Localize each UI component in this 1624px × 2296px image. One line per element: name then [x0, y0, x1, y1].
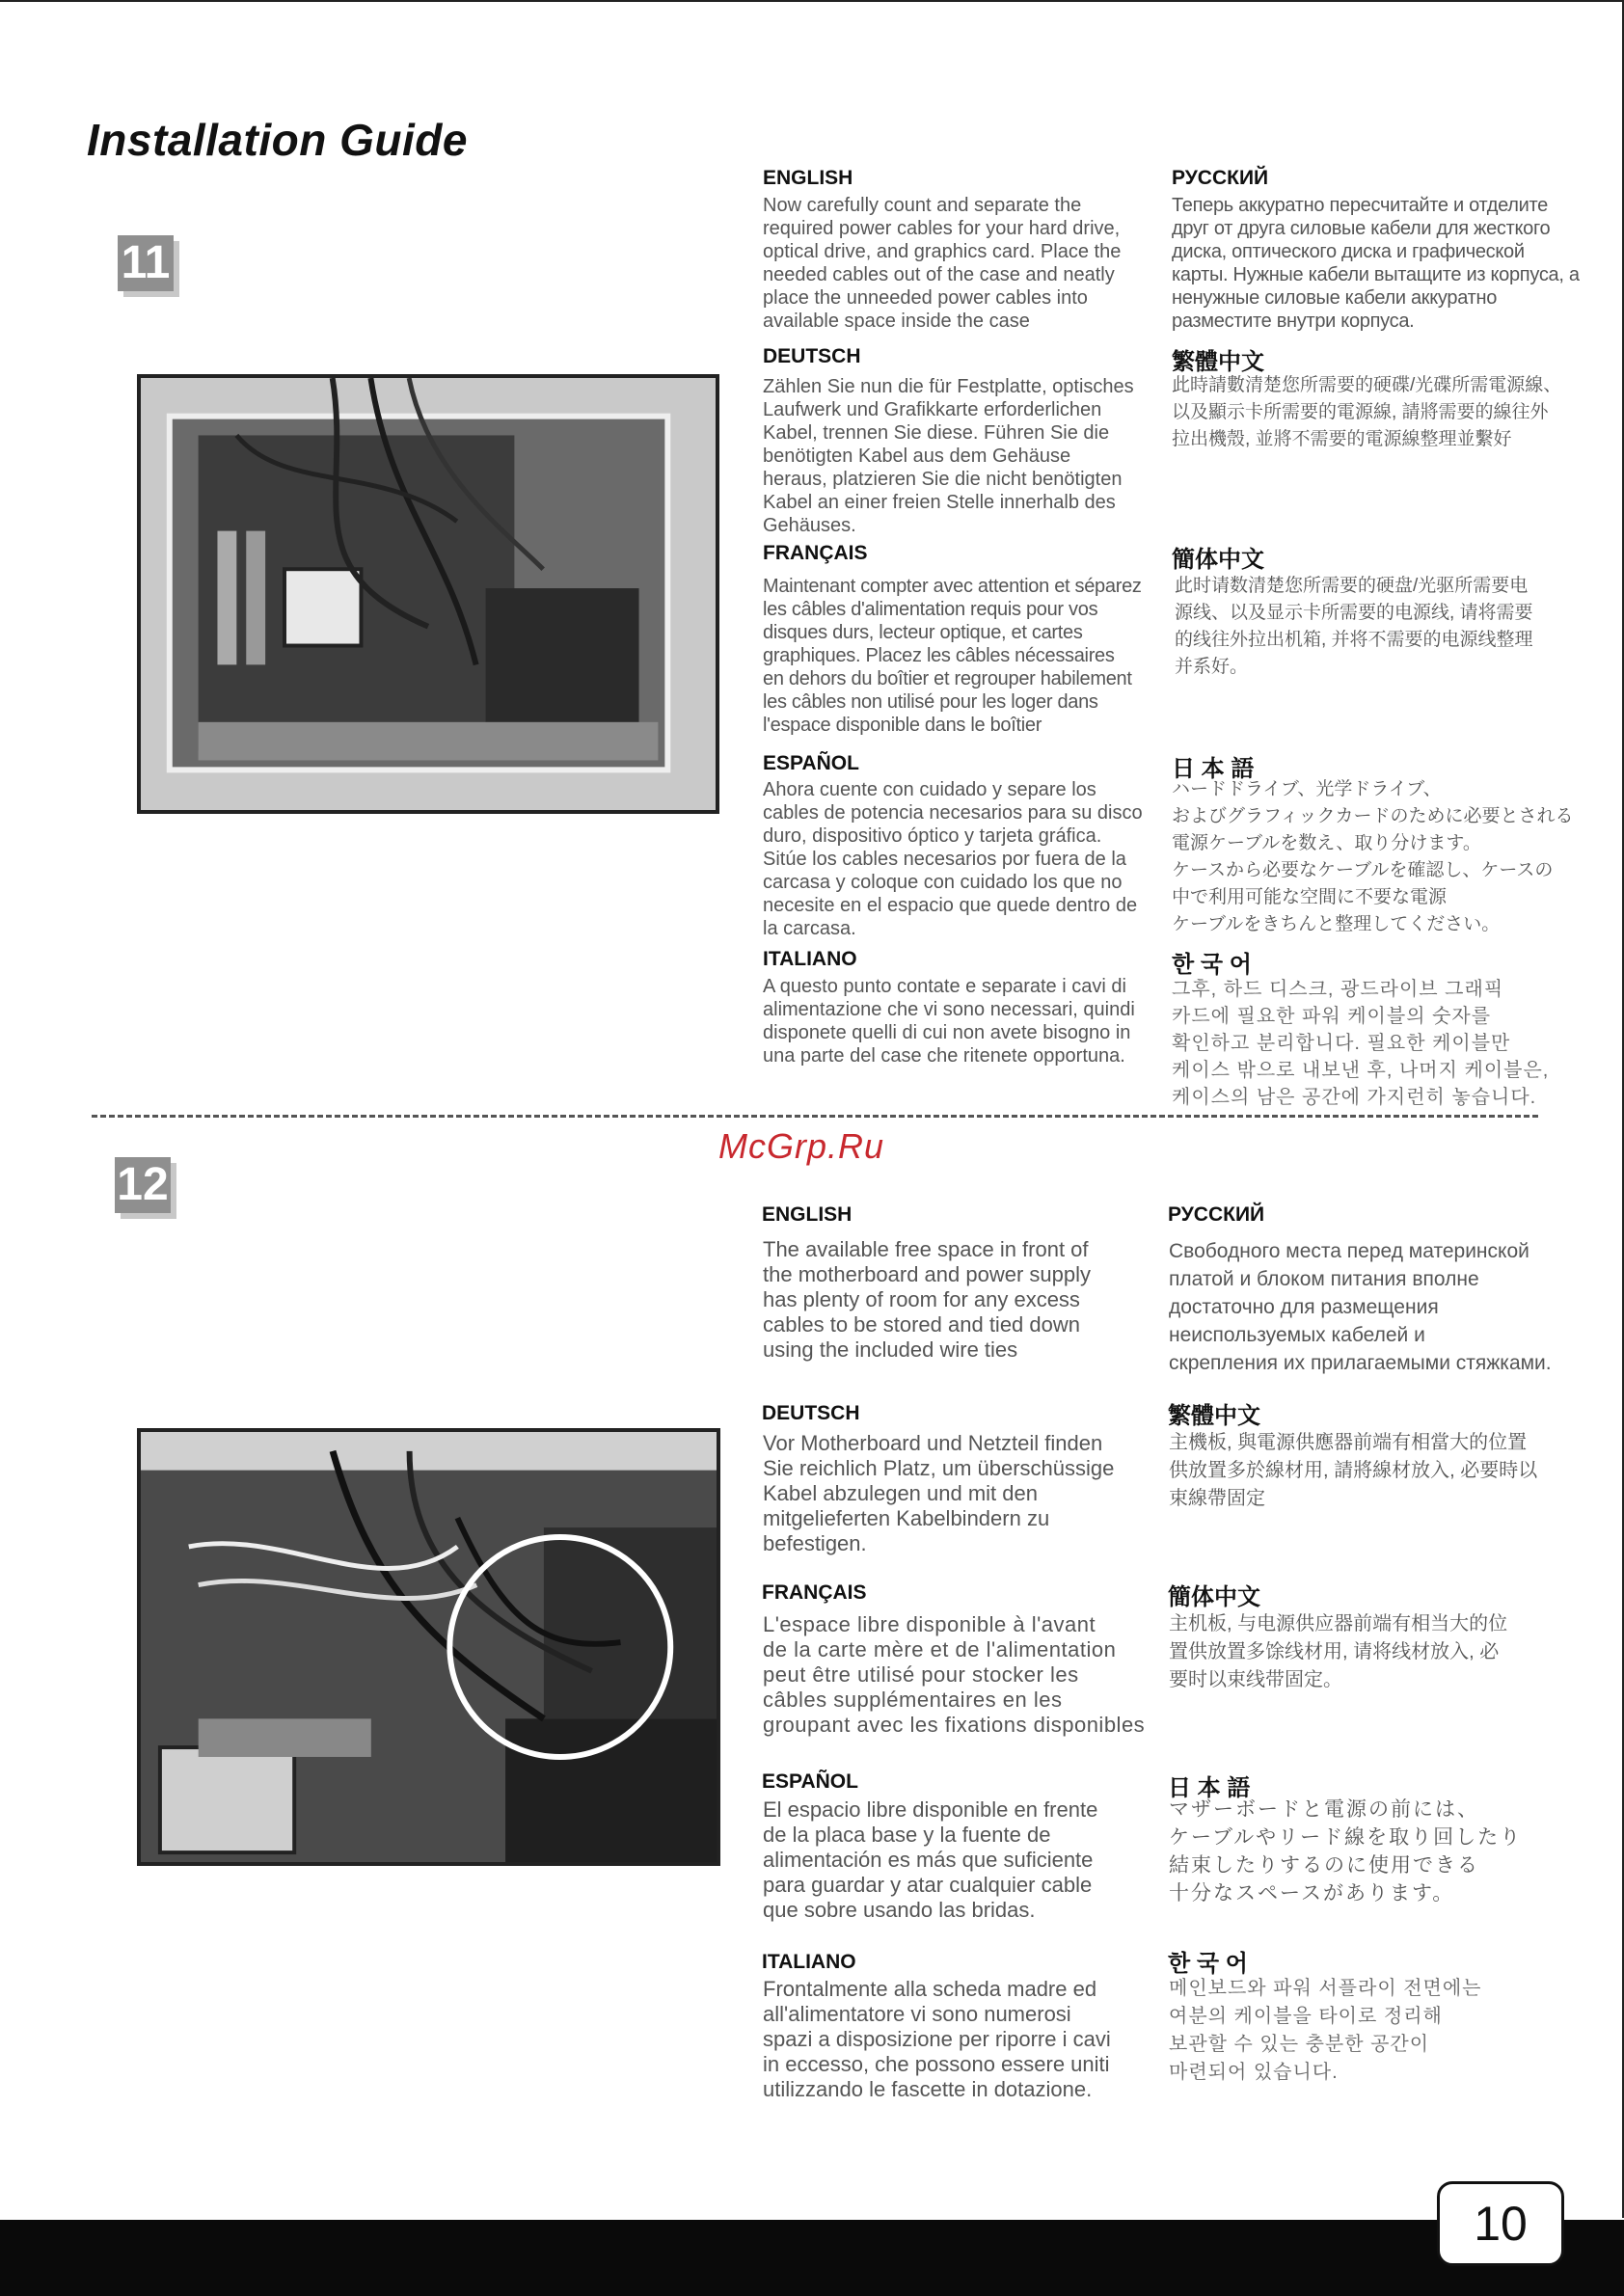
step-11-italiano-text: A questo punto contate e separate i cavi di alimentazione che vi sono necessari, quindi disponete quelli di cui non avete bisogno in una parte del case che ritenete opportuna.	[763, 976, 1135, 1067]
step-11-francais-text: Maintenant compter avec attention et séparez les câbles d'alimentation requis pour vos disques durs, lecteur optique, et cartes graphiques. Placez les câbles nécessaires en dehors du boîtier et regrouper habilement les câbles non utilisé pour les loger dans l'espace disponible dans le boîtier	[763, 576, 1142, 736]
step-12-trad-chinese-heading: 繁體中文	[1168, 1403, 1260, 1429]
step-number-11: 11	[118, 235, 174, 291]
step-11-espanol-text: Ahora cuente con cuidado y separe los cables de potencia necesarios para su disco duro, dispositivo óptico y tarjeta gráfica. Sitúe los cables necesarios por fuera de la carcasa y coloque con cuidado los que no necesite en el espacio que quede dentro de la carcasa.	[763, 779, 1143, 939]
step-12-italiano-text: Frontalmente alla scheda madre ed all'alimentatore vi sono numerosi spazi a disposizione per riporre i cavi in eccesso, che possono essere uniti utilizzando le fascette in dotazione.	[763, 1977, 1111, 2101]
page-title: Installation Guide	[87, 115, 468, 165]
step-12-photo	[137, 1428, 720, 1866]
step-11-simp-chinese-heading: 簡体中文	[1172, 547, 1264, 573]
step-11-deutsch-heading: DEUTSCH	[763, 345, 861, 367]
step-12-simp-chinese-text: 主机板, 与电源供应器前端有相当大的位 置供放置多馀线材用, 请将线材放入, 必 要时以束线带固定。	[1169, 1613, 1508, 1690]
watermark: McGrp.Ru	[718, 1126, 885, 1166]
step-11-english-text: Now carefully count and separate the required power cables for your hard drive, optical drive, and graphics card. Place the needed cables out of the case and neatly place the unneeded power cables into available space inside the case	[763, 195, 1122, 332]
step-12-espanol-text: El espacio libre disponible en frente de la placa base y la fuente de alimentación es más que suficiente para guardar y atar cualquier cable que sobre usando las bridas.	[763, 1797, 1098, 1922]
step-12-english-text: The available free space in front of the motherboard and power supply has plenty of room for any excess cables to be stored and tied down using the included wire ties	[763, 1237, 1091, 1362]
step-12-japanese-heading: 日 本 語	[1168, 1775, 1251, 1801]
step-11-russian-heading: РУССКИЙ	[1172, 167, 1269, 189]
step-12-korean-text: 메인보드와 파워 서플라이 전면에는 여분의 케이블을 타이로 정리해 보관할 수 있는 충분한 공간이 마련되어 있습니다.	[1169, 1978, 1482, 2083]
step-11-english-heading: ENGLISH	[763, 167, 853, 189]
step-12-trad-chinese-text: 主機板, 與電源供應器前端有相當大的位置 供放置多於線材用, 請將線材放入, 必要時以 束線帶固定	[1169, 1432, 1538, 1509]
step-12-russian-heading: РУССКИЙ	[1168, 1203, 1265, 1226]
step-12-deutsch-text: Vor Motherboard und Netzteil finden Sie reichlich Platz, um überschüssige Kabel abzulegen und mit den mitgelieferten Kabelbindern zu befestigen.	[763, 1431, 1115, 1555]
step-11-korean-text: 그후, 하드 디스크, 광드라이브 그래픽 카드에 필요한 파워 케이블의 숫자를 확인하고 분리합니다. 필요한 케이블만 케이스 밖으로 내보낸 후, 나머지 케이블은, 케이스의 남은 공간에 가지런히 놓습니다.	[1172, 979, 1550, 1108]
step-12-italiano-heading: ITALIANO	[762, 1951, 856, 1973]
section-divider	[92, 1115, 1538, 1118]
step-12-francais-heading: FRANÇAIS	[762, 1581, 867, 1604]
footer-bar	[0, 2220, 1624, 2296]
step-11-japanese-text: ハードドライブ、光学ドライブ、 およびグラフィックカードのために必要とされる 電源ケーブルを数え、取り分けます。 ケースから必要なケーブルを確認し、ケースの 中で利用可能な空間に不要な電源 ケーブルをきちんと整理してください。	[1172, 779, 1574, 934]
step-11-photo	[137, 374, 719, 814]
step-12-francais-text: L'espace libre disponible à l'avant de la carte mère et de l'alimentation peut être utilisé pour stocker les câbles supplémentaires en les groupant avec les fixations disponibles	[763, 1612, 1146, 1737]
step-11-italiano-heading: ITALIANO	[763, 948, 857, 970]
step-number-12: 12	[115, 1157, 171, 1213]
step-11-simp-chinese-text: 此时请数清楚您所需要的硬盘/光驱所需要电 源线、以及显示卡所需要的电源线, 请将需要 的线往外拉出机箱, 并将不需要的电源线整理 并系好。	[1175, 576, 1533, 677]
step-12-japanese-text: マザーボードと電源の前には、 ケーブルやリード線を取り回したり 結束したりするのに使用できる 十分なスペースがあります。	[1169, 1798, 1523, 1904]
step-11-korean-heading: 한 국 어	[1172, 952, 1252, 978]
step-11-trad-chinese-heading: 繁體中文	[1172, 349, 1264, 375]
step-11-trad-chinese-text: 此時請數清楚您所需要的硬碟/光碟所需電源線、 以及顯示卡所需要的電源線, 請將需要的線往外 拉出機殼, 並將不需要的電源線整理並繫好	[1172, 375, 1562, 449]
step-12-espanol-heading: ESPAÑOL	[762, 1770, 858, 1793]
step-12-deutsch-heading: DEUTSCH	[762, 1402, 860, 1424]
step-11-espanol-heading: ESPAÑOL	[763, 752, 859, 774]
step-11-francais-heading: FRANÇAIS	[763, 542, 868, 564]
step-12-korean-heading: 한 국 어	[1168, 1951, 1248, 1977]
step-12-simp-chinese-heading: 簡体中文	[1168, 1584, 1260, 1610]
step-11-deutsch-text: Zählen Sie nun die für Festplatte, optisches Laufwerk und Grafikkarte erforderlichen Kabel, trennen Sie diese. Führen Sie die benötigten Kabel aus dem Gehäuse heraus, platzieren Sie die nicht benötigten Kabel an einer freien Stelle innerhalb des Gehäuses.	[763, 376, 1134, 536]
step-12-english-heading: ENGLISH	[762, 1203, 853, 1226]
step-11-japanese-heading: 日 本 語	[1172, 756, 1255, 782]
step-11-russian-text: Теперь аккуратно пересчитайте и отделите друг от друга силовые кабели для жесткого диска, оптического диска и графической карты. Нужные кабели вытащите из корпуса, а ненужные силовые кабели аккуратно разместите внутри корпуса.	[1172, 195, 1580, 332]
step-12-russian-text: Свободного места перед материнской платой и блоком питания вполне достаточно для размещения неиспользуемых кабелей и скрепления их прилагаемыми стяжками.	[1169, 1240, 1552, 1374]
page-border-top	[0, 0, 1624, 2]
page-number: 10	[1437, 2181, 1564, 2266]
